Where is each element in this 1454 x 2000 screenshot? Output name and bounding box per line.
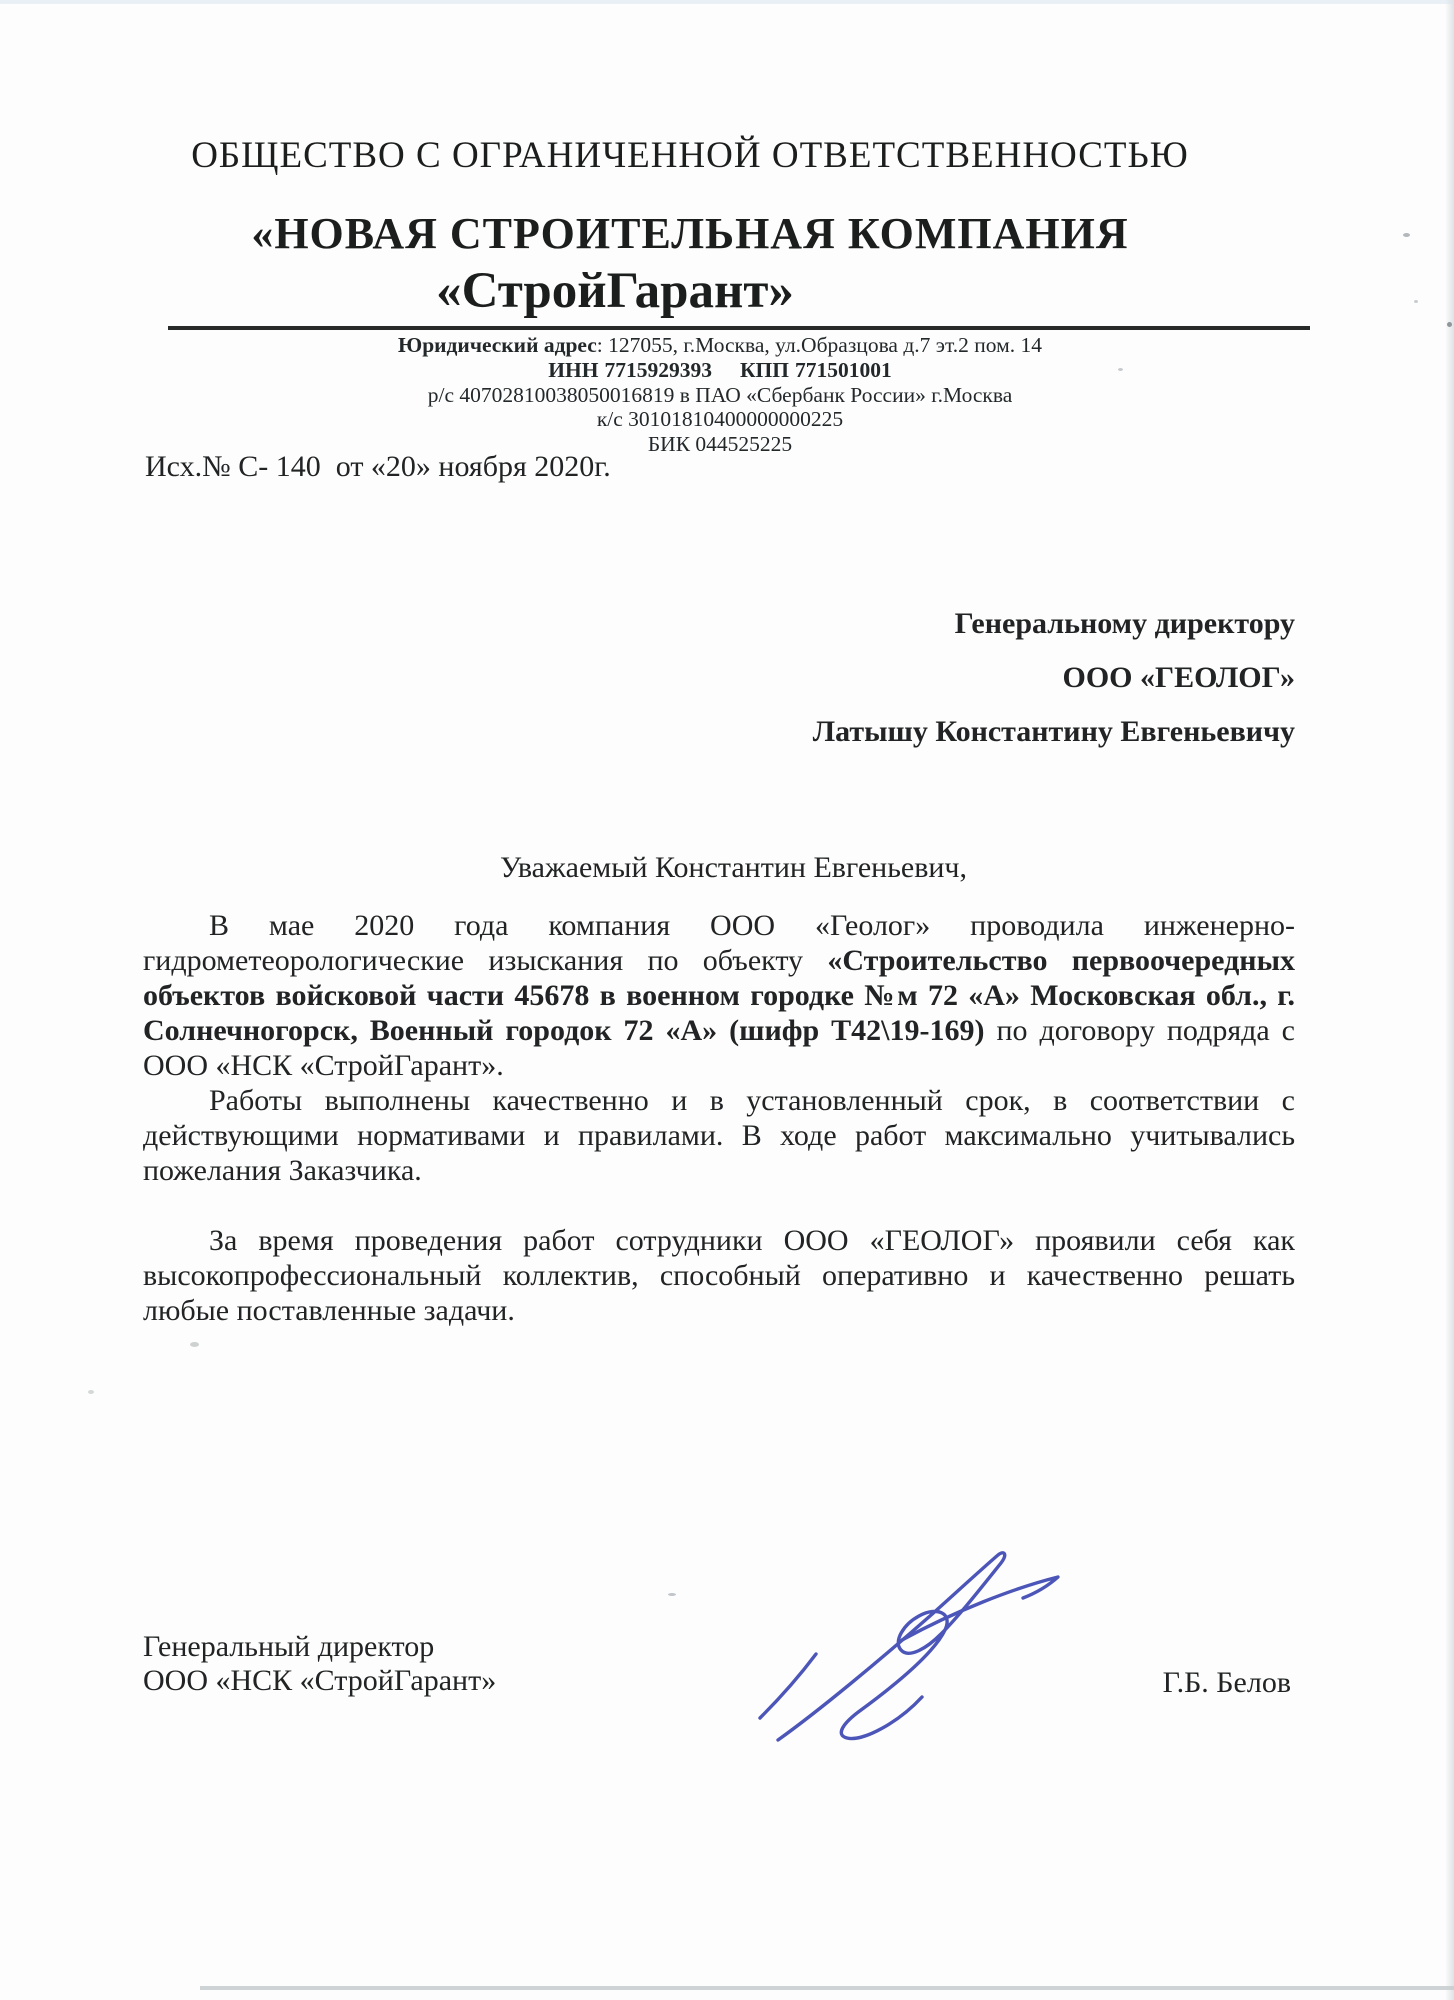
scan-edge-bottom bbox=[200, 1986, 1454, 1990]
signer-name: Г.Б. Белов bbox=[1162, 1666, 1291, 1699]
scan-artifact bbox=[668, 1593, 676, 1596]
body-paragraph-3: За время проведения работ сотрудники ООО «ГЕОЛОГ» проявили себя как высокопрофессиональный коллектив, способный оперативно и качественно решать любые поставленные задачи. bbox=[143, 1224, 1295, 1327]
requisite-correspondent-account: к/с 30101810400000000225 bbox=[596, 407, 844, 432]
letter-body bbox=[143, 908, 1295, 1328]
salutation-line: Уважаемый Константин Евгеньевич, bbox=[500, 851, 968, 884]
inn-value: 7715929393 bbox=[604, 357, 712, 382]
signer-position-line2: ООО «НСК «СтройГарант» bbox=[143, 1664, 497, 1697]
requisite-inn-kpp bbox=[160, 358, 1280, 383]
brand-name-line: «СтройГарант» bbox=[436, 263, 794, 319]
scan-edge-top bbox=[0, 0, 1454, 4]
body-paragraph-1 bbox=[143, 908, 1295, 1083]
kpp-value: 771501001 bbox=[794, 357, 892, 382]
addressee-person: Латышу Константину Евгеньевичу bbox=[812, 715, 1295, 748]
body-paragraph-2: Работы выполнены качественно и в установленный срок, в соответствии с действующими нормативами и правилами. В ходе работ максимально учитывались пожелания Заказчика. bbox=[143, 1084, 1295, 1187]
requisite-address bbox=[160, 333, 1280, 358]
scan-artifact bbox=[1403, 233, 1410, 237]
requisite-settlement-account: р/с 40702810038050016819 в ПАО «Сбербанк России» г.Москва bbox=[427, 382, 1013, 407]
company-name-line: «НОВАЯ СТРОИТЕЛЬНАЯ КОМПАНИЯ bbox=[251, 209, 1129, 258]
addressee-block bbox=[813, 606, 1295, 768]
addressee-position: Генеральному директору bbox=[954, 607, 1295, 640]
scan-artifact bbox=[88, 1390, 94, 1394]
outgoing-reference-line: Исх.№ С- 140 от «20» ноября 2020г. bbox=[145, 450, 611, 483]
kpp-label: КПП bbox=[739, 357, 789, 382]
handwritten-signature-icon bbox=[750, 1540, 1070, 1760]
address-label: Юридический адрес bbox=[398, 333, 597, 357]
scan-artifact bbox=[190, 1342, 199, 1347]
org-type-line: ОБЩЕСТВО С ОГРАНИЧЕННОЙ ОТВЕТСТВЕННОСТЬЮ bbox=[191, 135, 1189, 176]
requisite-bik: БИК 044525225 bbox=[647, 432, 793, 457]
scan-artifact bbox=[1118, 368, 1123, 371]
letterhead-rule bbox=[168, 326, 1310, 330]
addressee-company: ООО «ГЕОЛОГ» bbox=[1062, 661, 1295, 694]
signer-position-block bbox=[143, 1630, 496, 1698]
paragraph1-start: В мае 2020 года компания ООО «Геолог» проводила инженерно-гидрометеорологические изыскания по объекту bbox=[143, 909, 1295, 977]
paragraph1-end: по договору подряда с ООО «НСК «СтройГарант». bbox=[143, 1014, 1295, 1082]
address-value: : 127055, г.Москва, ул.Образцова д.7 эт.2 пом. 14 bbox=[596, 333, 1042, 357]
scan-artifact bbox=[1414, 300, 1418, 303]
inn-label: ИНН bbox=[548, 357, 599, 382]
scan-artifact bbox=[1447, 322, 1452, 327]
requisites-block bbox=[160, 333, 1280, 457]
paragraph1-object-bold: «Строительство первоочередных объектов войсковой части 45678 в военном городке №м 72 «А» Московская обл., г. Солнечногорск, Военный городок 72 «А» (шифр Т42\19-169) bbox=[143, 944, 1295, 1047]
signer-position-line1: Генеральный директор bbox=[143, 1630, 435, 1663]
scan-edge-right bbox=[1445, 0, 1454, 2000]
